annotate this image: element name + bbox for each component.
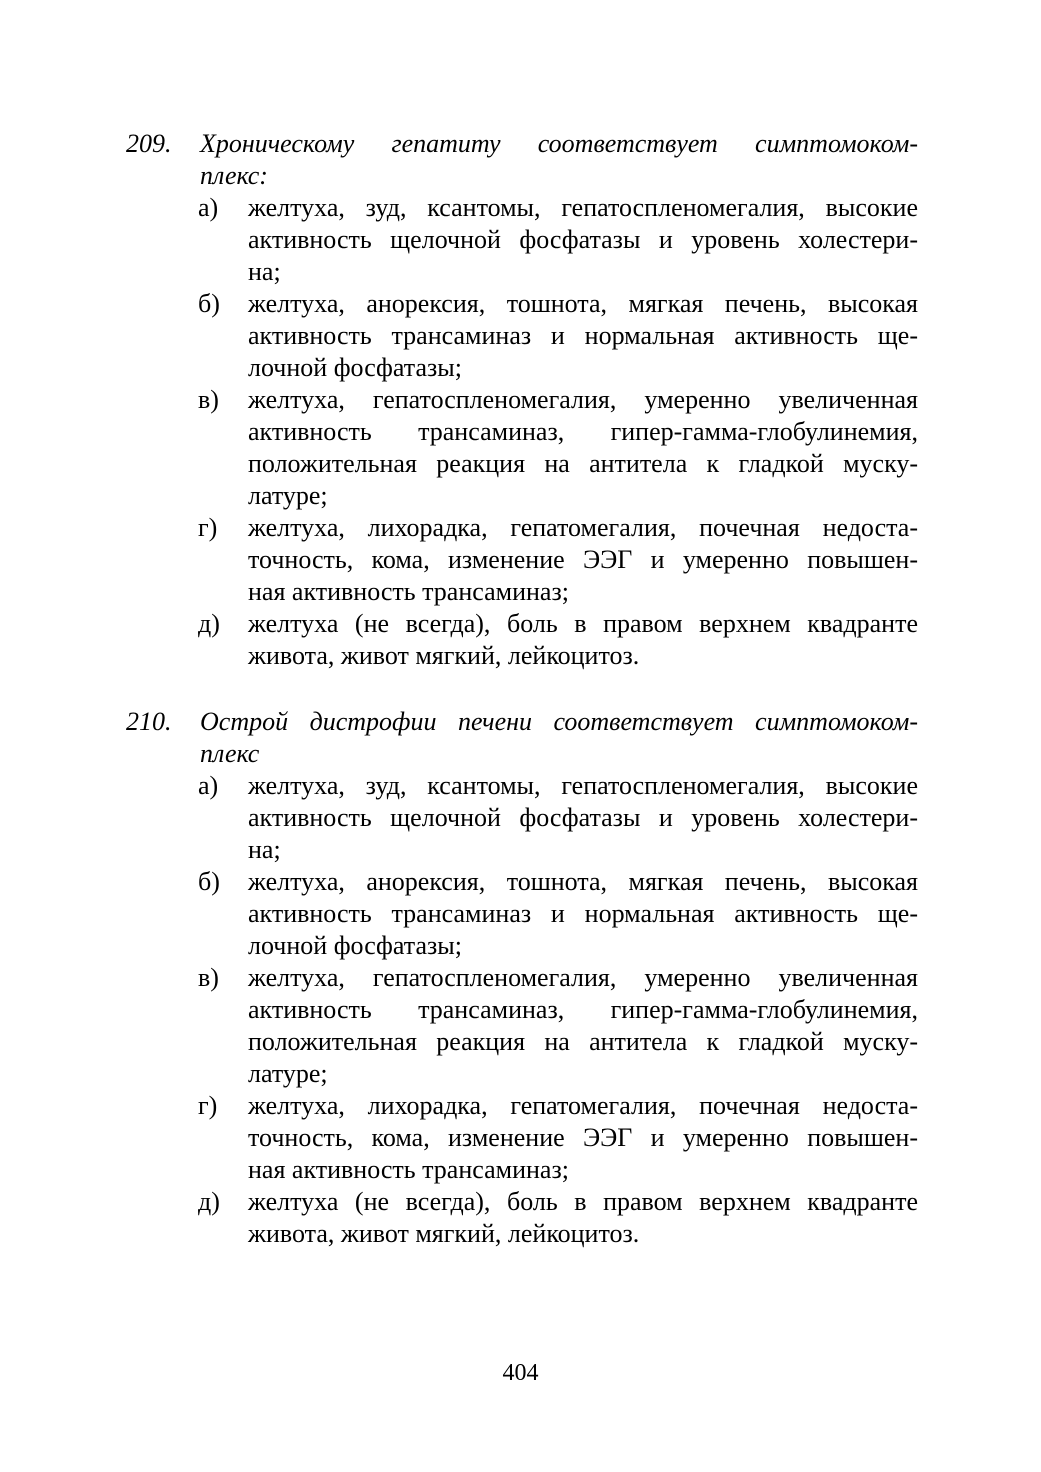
option-line: желтуха, лихорадка, гепатомегалия, почечная недоста- bbox=[248, 513, 918, 542]
option-line: активность щелочной фосфатазы и уровень холестери- bbox=[248, 803, 918, 832]
option-line: положительная реакция на антитела к гладкой муску- bbox=[248, 449, 918, 478]
option-line: латуре; bbox=[248, 1059, 328, 1088]
option-line: лочной фосфатазы; bbox=[248, 353, 462, 382]
option-line: активность трансаминаз, гипер-гамма-глобулинемия, bbox=[248, 995, 918, 1024]
option-marker: б) bbox=[198, 867, 220, 896]
option-line: желтуха, зуд, ксантомы, гепатоспленомегалия, высокие bbox=[248, 771, 918, 800]
option-marker: в) bbox=[198, 963, 219, 992]
question-header bbox=[126, 128, 918, 192]
option-line: активность трансаминаз и нормальная активность ще- bbox=[248, 321, 918, 350]
option-marker: б) bbox=[198, 289, 220, 318]
answer-option-g bbox=[126, 1090, 918, 1186]
option-line: активность трансаминаз, гипер-гамма-глобулинемия, bbox=[248, 417, 918, 446]
option-marker: в) bbox=[198, 385, 219, 414]
option-marker: д) bbox=[198, 609, 220, 638]
option-line: желтуха, зуд, ксантомы, гепатоспленомегалия, высокие bbox=[248, 193, 918, 222]
answer-option-b bbox=[126, 288, 918, 384]
option-line: ная активность трансаминаз; bbox=[248, 577, 569, 606]
question-209 bbox=[126, 128, 918, 672]
answer-option-a bbox=[126, 770, 918, 866]
option-line: желтуха (не всегда), боль в правом верхнем квадранте bbox=[248, 1187, 918, 1216]
option-marker: д) bbox=[198, 1187, 220, 1216]
option-line: желтуха, гепатоспленомегалия, умеренно увеличенная bbox=[248, 385, 918, 414]
answer-option-d bbox=[126, 608, 918, 672]
option-marker: г) bbox=[198, 1091, 218, 1120]
answer-option-d bbox=[126, 1186, 918, 1250]
option-line: латуре; bbox=[248, 481, 328, 510]
answer-option-b bbox=[126, 866, 918, 962]
page-number: 404 bbox=[502, 1360, 539, 1386]
answer-option-v bbox=[126, 384, 918, 512]
question-text-line: плекс: bbox=[200, 161, 268, 190]
option-line: на; bbox=[248, 257, 281, 286]
option-line: желтуха, анорексия, тошнота, мягкая печень, высокая bbox=[248, 867, 918, 896]
option-line: желтуха, лихорадка, гепатомегалия, почечная недоста- bbox=[248, 1091, 918, 1120]
option-marker: а) bbox=[198, 771, 219, 800]
answer-option-a bbox=[126, 192, 918, 288]
option-line: активность щелочной фосфатазы и уровень холестери- bbox=[248, 225, 918, 254]
question-text-line: плекс bbox=[200, 739, 260, 768]
option-line: точность, кома, изменение ЭЭГ и умеренно повышен- bbox=[248, 545, 918, 574]
question-text bbox=[200, 128, 918, 192]
option-line: ная активность трансаминаз; bbox=[248, 1155, 569, 1184]
question-number: 210. bbox=[126, 707, 172, 736]
answer-option-v bbox=[126, 962, 918, 1090]
option-line: живота, живот мягкий, лейкоцитоз. bbox=[248, 1219, 640, 1248]
option-line: желтуха, анорексия, тошнота, мягкая печень, высокая bbox=[248, 289, 918, 318]
option-marker: а) bbox=[198, 193, 219, 222]
option-line: желтуха, гепатоспленомегалия, умеренно увеличенная bbox=[248, 963, 918, 992]
option-marker: г) bbox=[198, 513, 218, 542]
option-line: активность трансаминаз и нормальная активность ще- bbox=[248, 899, 918, 928]
question-210 bbox=[126, 706, 918, 1250]
option-line: лочной фосфатазы; bbox=[248, 931, 462, 960]
option-line: желтуха (не всегда), боль в правом верхнем квадранте bbox=[248, 609, 918, 638]
question-number: 209. bbox=[126, 129, 172, 158]
option-line: положительная реакция на антитела к гладкой муску- bbox=[248, 1027, 918, 1056]
option-line: точность, кома, изменение ЭЭГ и умеренно повышен- bbox=[248, 1123, 918, 1152]
question-text bbox=[200, 706, 918, 770]
question-text-line: Острой дистрофии печени соответствует симптомоком- bbox=[200, 707, 918, 736]
question-header bbox=[126, 706, 918, 770]
answer-option-g bbox=[126, 512, 918, 608]
answer-options bbox=[126, 192, 918, 672]
option-line: живота, живот мягкий, лейкоцитоз. bbox=[248, 641, 640, 670]
option-line: на; bbox=[248, 835, 281, 864]
question-text-line: Хроническому гепатиту соответствует симптомоком- bbox=[200, 129, 918, 158]
answer-options bbox=[126, 770, 918, 1250]
